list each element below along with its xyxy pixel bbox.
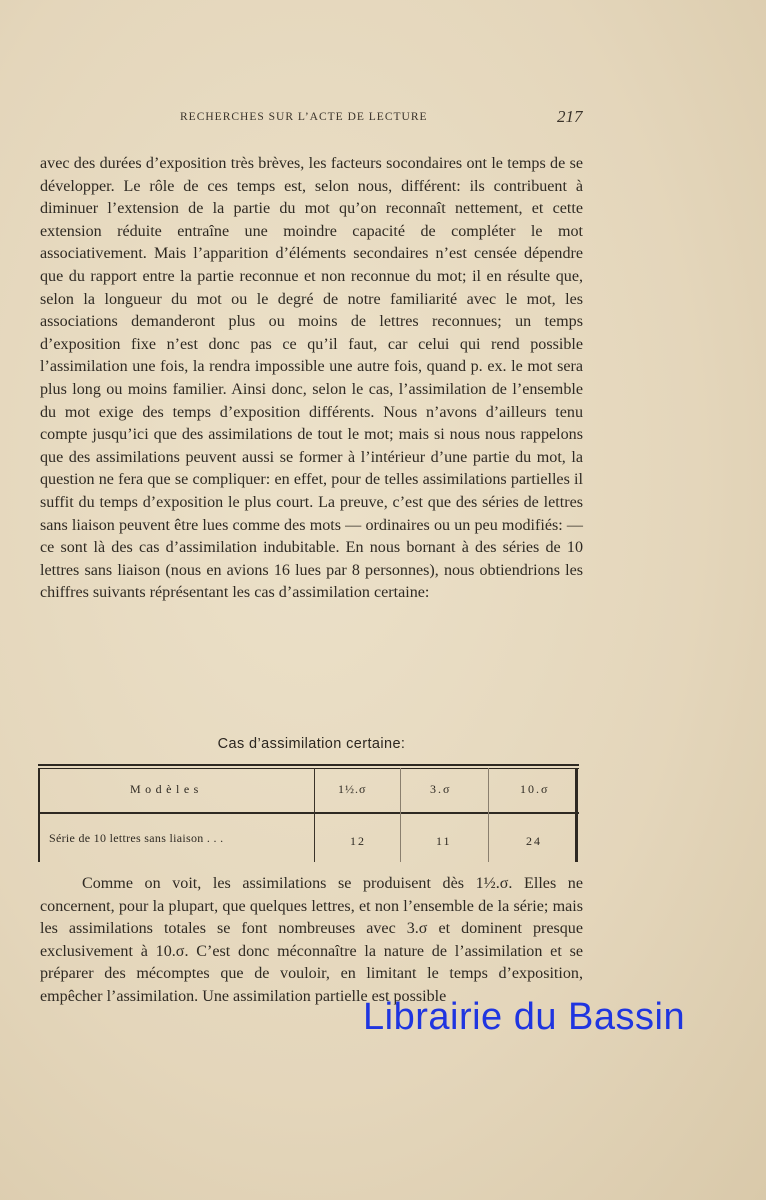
table-col-separator xyxy=(314,768,315,862)
table-row-label: Série de 10 lettres sans liaison . . . xyxy=(49,831,224,845)
table-col-separator xyxy=(400,768,401,862)
table-rule-header xyxy=(38,812,579,814)
page-number: 217 xyxy=(557,107,583,126)
table-header-models: Modèles xyxy=(130,782,203,796)
table-header-1-5-sigma: 1½.σ xyxy=(338,782,367,796)
table-border-left xyxy=(38,768,40,862)
table-cell-10-sigma: 24 xyxy=(526,834,542,848)
paragraph-2: Comme on voit, les assimilations se produisent dès 1½.σ. Elles ne concernent, pour la plupart, que quelques lettres, et non l’ensemble de la série; mais les assimilations totales se font nombreuses avec 3.σ et dominent presque exclusivement à 10.σ. C’est donc méconnaître la nature de l’assimilation et se préparer des mécomptes que de vouloir, en limitant le temps d’exposition, empêcher l’assimilation. Une assimilation partielle est possible xyxy=(40,875,583,1005)
table-rule-top-thin xyxy=(38,768,579,769)
body-text xyxy=(40,153,583,605)
watermark: Librairie du Bassin xyxy=(363,996,686,1038)
assimilation-table xyxy=(38,764,579,862)
table-cell-3-sigma: 11 xyxy=(436,834,452,848)
table-header-10-sigma: 10.σ xyxy=(520,782,550,796)
running-title: RECHERCHES SUR L’ACTE DE LECTURE xyxy=(180,111,428,123)
table-title: Cas d’assimilation certaine: xyxy=(217,736,406,752)
table-col-separator xyxy=(488,768,489,862)
table-border-right xyxy=(575,768,578,862)
table-cell-1-5-sigma: 12 xyxy=(350,834,366,848)
paragraph-1: avec des durées d’exposition très brèves, les facteurs socondaires ont le temps de se développer. Le rôle de ces temps est, selon nous, différent: ils contribuent à diminuer l’extension de la partie du mot qu’on reconnaît nettement, et cette extension réduite entraîne une moindre capacité de compléter le mot associativement. Mais l’apparition d’éléments secondaires n’est censée dépendre que du rapport entre la partie reconnue et non reconnue du mot; il en résulte que, selon la longueur du mot ou le degré de notre familiarité avec le mot, les associations demanderont plus ou moins de lettres reconnues; un temps d’exposition fixe n’est donc pas ce qu’il faut, car celui qui rend possible l’assimilation une fois, la rendra impossible une autre fois, quand p. ex. le mot sera plus long ou moins familier. Ainsi donc, selon le cas, l’assimilation de l’ensemble du mot exige des temps d’exposition différents. Nous n’avons d’ailleurs tenu compte jusqu’ici que des assimilations de tout le mot; mais si nous nous rappelons que des assimilations peuvent aussi se former à l’intérieur d’une partie du mot, la question ne fera que se compliquer: en effet, pour de telles assimilations partielles il suffit du temps d’exposition le plus court. La preuve, c’est que des séries de lettres sans liaison peuvent être lues comme des mots — ordinaires ou un peu modifiés: — ce sont là des cas d’assimilation indubitable. En nous bornant à des séries de 10 lettres sans liaison (nous en avions 16 lues par 8 personnes), nous obtiendrions les chiffres suivants réprésentant les cas d’assimilation certaine: xyxy=(40,155,583,602)
after-table-text xyxy=(40,873,583,1009)
table-rule-top xyxy=(38,764,579,766)
table-header-3-sigma: 3.σ xyxy=(430,782,452,796)
